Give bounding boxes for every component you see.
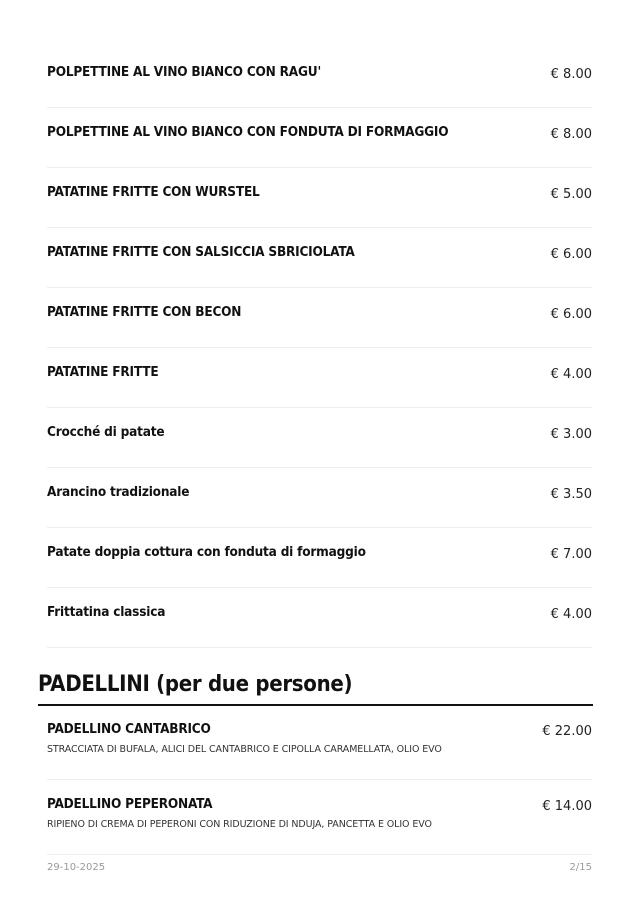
menu-item-name: PADELLINO PEPERONATA [47, 796, 213, 812]
menu-item-price: € 4.00 [550, 367, 592, 382]
menu-item [47, 705, 592, 780]
menu-item-description: STRACCIATA DI BUFALA, ALICI DEL CANTABRICO E CIPOLLA CARAMELLATA, OLIO EVO [47, 744, 442, 755]
menu-item [47, 168, 592, 228]
menu-item-description: RIPIENO DI CREMA DI PEPERONI CON RIDUZIONE DI NDUJA, PANCETTA E OLIO EVO [47, 819, 432, 830]
menu-item-name: PATATINE FRITTE [47, 364, 159, 380]
menu-item-name: PADELLINO CANTABRICO [47, 721, 211, 737]
section-item-list [47, 705, 592, 855]
menu-item-list [47, 48, 592, 648]
menu-item-price: € 8.00 [550, 67, 592, 82]
menu-item [47, 348, 592, 408]
menu-item [47, 588, 592, 648]
menu-item-name: PATATINE FRITTE CON WURSTEL [47, 184, 260, 200]
menu-item [47, 108, 592, 168]
menu-item-price: € 22.00 [542, 724, 592, 739]
menu-item-text [47, 796, 432, 830]
menu-item-name: Patate doppia cottura con fonduta di formaggio [47, 544, 366, 560]
menu-item [47, 468, 592, 528]
page-footer [47, 862, 592, 873]
menu-item-name: POLPETTINE AL VINO BIANCO CON RAGU' [47, 64, 321, 80]
menu-item-price: € 8.00 [550, 127, 592, 142]
menu-item-price: € 6.00 [550, 247, 592, 262]
page-number: 2/15 [569, 862, 592, 873]
menu-item-name: PATATINE FRITTE CON BECON [47, 304, 242, 320]
section-title: PADELLINI (per due persone) [38, 670, 593, 706]
menu-item-text [47, 721, 442, 755]
menu-item-price: € 3.50 [550, 487, 592, 502]
menu-item [47, 528, 592, 588]
menu-item-name: POLPETTINE AL VINO BIANCO CON FONDUTA DI FORMAGGIO [47, 124, 449, 140]
menu-item-name: Frittatina classica [47, 604, 166, 620]
menu-item-price: € 7.00 [550, 547, 592, 562]
menu-item-price: € 3.00 [550, 427, 592, 442]
menu-item-price: € 14.00 [542, 799, 592, 814]
menu-item [47, 48, 592, 108]
menu-item [47, 408, 592, 468]
menu-item [47, 228, 592, 288]
menu-item-price: € 4.00 [550, 607, 592, 622]
menu-item-price: € 5.00 [550, 187, 592, 202]
menu-item-name: Crocché di patate [47, 424, 165, 440]
menu-item [47, 288, 592, 348]
footer-date: 29-10-2025 [47, 862, 106, 873]
menu-item-name: PATATINE FRITTE CON SALSICCIA SBRICIOLATA [47, 244, 355, 260]
menu-item-price: € 6.00 [550, 307, 592, 322]
menu-item-name: Arancino tradizionale [47, 484, 190, 500]
menu-item [47, 780, 592, 855]
